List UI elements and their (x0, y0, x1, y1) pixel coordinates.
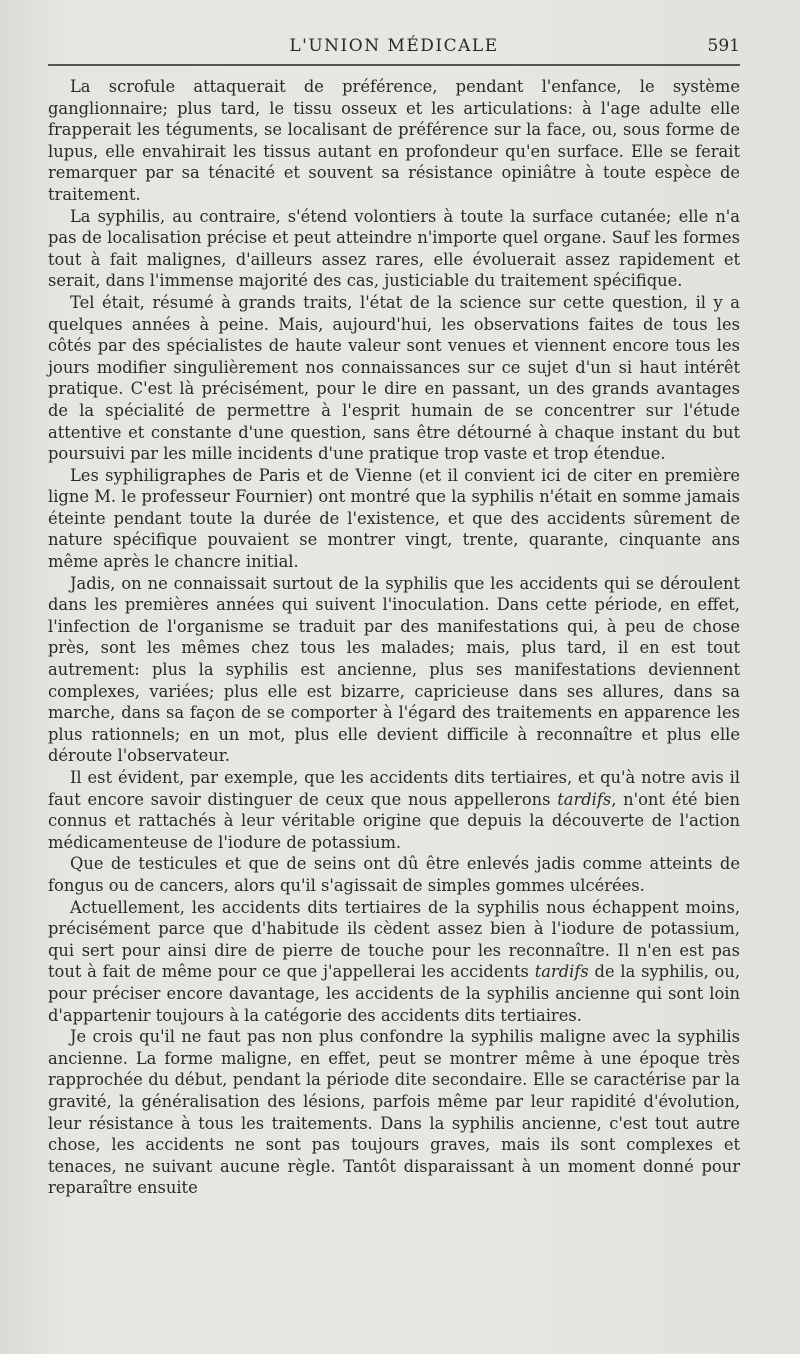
article-body (48, 76, 740, 1199)
italic-term: tardifs (534, 962, 589, 982)
text-run: Actuellement, les accidents dits tertiaires de la syphilis nous échappent moins, précisément parce que d'habitude ils cèdent assez bien à l'iodure de potassium, qui sert pour ainsi dire de pierre de touche pour les reconnaître. Il n'en est pas tout à fait de même pour ce que j'appellerai les accidents (48, 897, 740, 982)
italic-term: tardifs (557, 789, 612, 809)
page-number: 591 (707, 36, 740, 56)
paragraph-syphiligraphes: Les syphiligraphes de Paris et de Vienne (et il convient ici de citer en première ligne M. le professeur Fournier) ont montré que la syphilis n'était en somme jamais éteinte pendant toute la durée de l'existence, et que des accidents sûrement de nature spécifique pouvaient se montrer vingt, trente, quarante, cinquante ans même après le chancre initial. (48, 465, 740, 572)
paragraph-syphilis-surface: La syphilis, au contraire, s'étend volontiers à toute la surface cutanée; elle n'a pas de localisation précise et peut atteindre n'importe quel organe. Sauf les formes tout à fait malignes, d'ailleurs assez rares, elle évoluerait assez rapidement et serait, dans l'immense majorité des cas, justiciable du traitement spécifique. (48, 206, 740, 291)
text-run: Il est évident, par exemple, que les accidents dits tertiaires, et qu'à notre avis il faut encore savoir distinguer de ceux que nous appellerons (48, 768, 740, 809)
journal-title: L'UNION MÉDICALE (289, 36, 499, 56)
paragraph-actuellement (48, 897, 740, 1027)
paragraph-syphilis-maligne: Je crois qu'il ne faut pas non plus confondre la syphilis maligne avec la syphilis ancienne. La forme maligne, en effet, peut se montrer même à une époque très rapprochée du début, pendant la période dite secondaire. Elle se caractérise par la gravité, la généralisation des lésions, parfois même par leur rapidité d'évolution, leur résistance à tous les traitements. Dans la syphilis ancienne, c'est tout autre chose, les accidents ne sont pas toujours graves, mais ils sont complexes et tenaces, ne suivant aucune règle. Tantôt disparaissant à un moment donné pour reparaître ensuite (48, 1027, 740, 1198)
text-run: , n'ont été bien connus et rattachés à leur véritable origine que depuis la découverte de l'action médicamenteuse de l'iodure de potassium. (48, 789, 740, 852)
paragraph-jadis: Jadis, on ne connaissait surtout de la syphilis que les accidents qui se déroulent dans les premières années qui suivent l'inoculation. Dans cette période, en effet, l'infection de l'organisme se traduit par des manifestations qui, à peu de chose près, sont les mêmes chez tous les malades; mais, plus tard, il en est tout autrement: plus la syphilis est ancienne, plus ses manifestations deviennent complexes, variées; plus elle est bizarre, capricieuse dans ses allures, dans sa marche, dans sa façon de se comporter à l'égard des traitements en apparence les plus rationnels; en un mot, plus elle devient difficile à reconnaître et plus elle déroute l'observateur. (48, 573, 740, 766)
paragraph-accidents-tertiaires (48, 767, 740, 853)
paragraph-scrofule: La scrofule attaquerait de préférence, pendant l'enfance, le système ganglionnaire; plus tard, le tissu osseux et les articulations: à l'age adulte elle frapperait les téguments, se localisant de préférence sur la face, ou, sous forme de lupus, elle envahirait les tissus autant en profondeur qu'en surface. Elle se ferait remarquer par sa ténacité et souvent sa résistance opiniâtre à toute espèce de traitement. (48, 77, 740, 204)
paragraph-etat-science: Tel était, résumé à grands traits, l'état de la science sur cette question, il y a quelques années à peine. Mais, aujourd'hui, les observations faites de tous les côtés par des spécialistes de haute valeur sont venues et viennent encore tous les jours modifier singulièrement nos connaissances sur ce sujet d'un si haut intérêt pratique. C'est là précisément, pour le dire en passant, un des grands avantages de la spécialité de permettre à l'esprit humain de se concentrer sur l'étude attentive et constante d'une question, sans être détourné à chaque instant du but poursuivi par les mille incidents d'une pratique trop vaste et trop étendue. (48, 292, 740, 464)
paragraph-testicules: Que de testicules et que de seins ont dû être enlevés jadis comme atteints de fongus ou de cancers, alors qu'il s'agissait de simples gommes ulcérées. (48, 854, 740, 895)
header-rule (48, 64, 740, 66)
text-run: de la syphilis, ou, pour préciser encore davantage, les accidents de la syphilis ancienne qui sont loin d'appartenir toujours à la catégorie des accidents dits tertiaires. (48, 962, 741, 1025)
running-header (48, 32, 740, 62)
